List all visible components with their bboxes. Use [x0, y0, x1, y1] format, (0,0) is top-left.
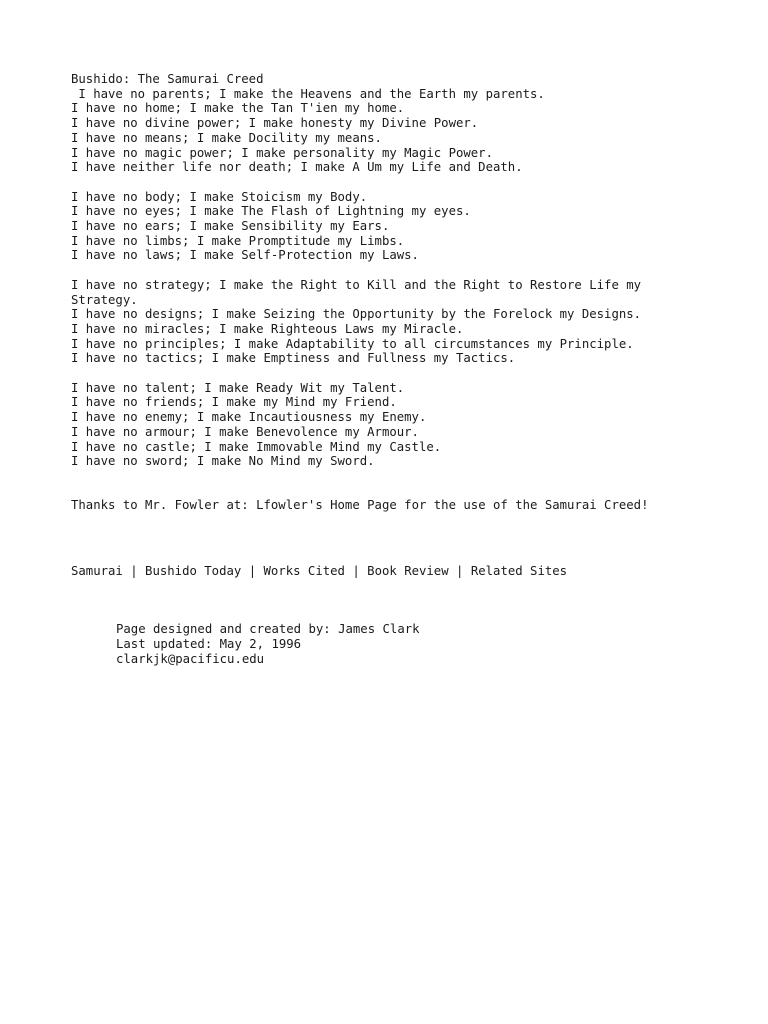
creed-line: I have no strategy; I make the Right to Kill and the Right to Restore Life my Strategy.: [71, 277, 649, 307]
creed-line: I have no enemy; I make Incautiousness my Enemy.: [71, 410, 427, 425]
nav-separator: |: [122, 563, 146, 578]
creed-line: I have no tactics; I make Emptiness and Fullness my Tactics.: [71, 351, 516, 366]
creed-line: I have no home; I make the Tan T'ien my home.: [71, 101, 405, 116]
creed-stanza-2: [71, 190, 711, 264]
creed-line: I have no ears; I make Sensibility my Ears.: [71, 219, 390, 234]
creed-line: I have neither life nor death; I make A Um my Life and Death.: [71, 160, 523, 175]
creed-line: I have no friends; I make my Mind my Friend.: [71, 395, 397, 410]
creed-line: I have no sword; I make No Mind my Sword.: [71, 454, 375, 469]
creed-line: I have no divine power; I make honesty my Divine Power.: [71, 116, 479, 131]
creed-line: I have no designs; I make Seizing the Opportunity by the Forelock my Designs.: [71, 307, 642, 322]
creed-stanza-3: [71, 278, 711, 366]
creed-stanza-1: [71, 87, 711, 175]
nav-separator: |: [344, 563, 368, 578]
last-updated: Last updated: May 2, 1996: [116, 637, 302, 652]
creed-line: I have no magic power; I make personality my Magic Power.: [71, 145, 493, 160]
creed-line: I have no eyes; I make The Flash of Lightning my eyes.: [71, 204, 471, 219]
nav-link-related-sites[interactable]: Related Sites: [470, 563, 568, 578]
site-navigation: [71, 564, 711, 579]
designer-credit: Page designed and created by: James Clark: [116, 622, 420, 637]
creed-line: I have no parents; I make the Heavens and the Earth my parents.: [71, 86, 545, 101]
nav-link-bushido-today[interactable]: Bushido Today: [145, 563, 242, 578]
fowler-home-page-link[interactable]: Lfowler's Home Page: [256, 497, 397, 512]
nav-link-works-cited[interactable]: Works Cited: [263, 563, 345, 578]
creed-line: I have no limbs; I make Promptitude my Limbs.: [71, 233, 405, 248]
creed-line: I have no talent; I make Ready Wit my Talent.: [71, 380, 405, 395]
creed-line: I have no armour; I make Benevolence my Armour.: [71, 424, 419, 439]
page-title: Bushido: The Samurai Creed: [71, 72, 264, 86]
creed-line: I have no body; I make Stoicism my Body.: [71, 189, 368, 204]
thanks-suffix: for the use of the Samurai Creed!: [396, 497, 649, 512]
creed-line: I have no castle; I make Immovable Mind my Castle.: [71, 439, 442, 454]
nav-separator: |: [448, 563, 471, 578]
nav-link-book-review[interactable]: Book Review: [367, 563, 449, 578]
nav-separator: |: [241, 563, 264, 578]
creed-line: I have no means; I make Docility my means.: [71, 130, 382, 145]
author-email[interactable]: clarkjk@pacificu.edu: [116, 651, 265, 666]
creed-line: I have no principles; I make Adaptability to all circumstances my Principle.: [71, 336, 634, 351]
page-content: [71, 72, 711, 666]
thanks-note: [71, 498, 711, 513]
creed-line: I have no miracles; I make Righteous Laws my Miracle.: [71, 321, 464, 336]
page-footer: [71, 622, 711, 666]
creed-line: I have no laws; I make Self-Protection my Laws.: [71, 248, 419, 263]
creed-stanza-4: [71, 381, 711, 469]
thanks-prefix: Thanks to Mr. Fowler at:: [71, 497, 257, 512]
nav-link-samurai[interactable]: Samurai: [71, 563, 123, 578]
